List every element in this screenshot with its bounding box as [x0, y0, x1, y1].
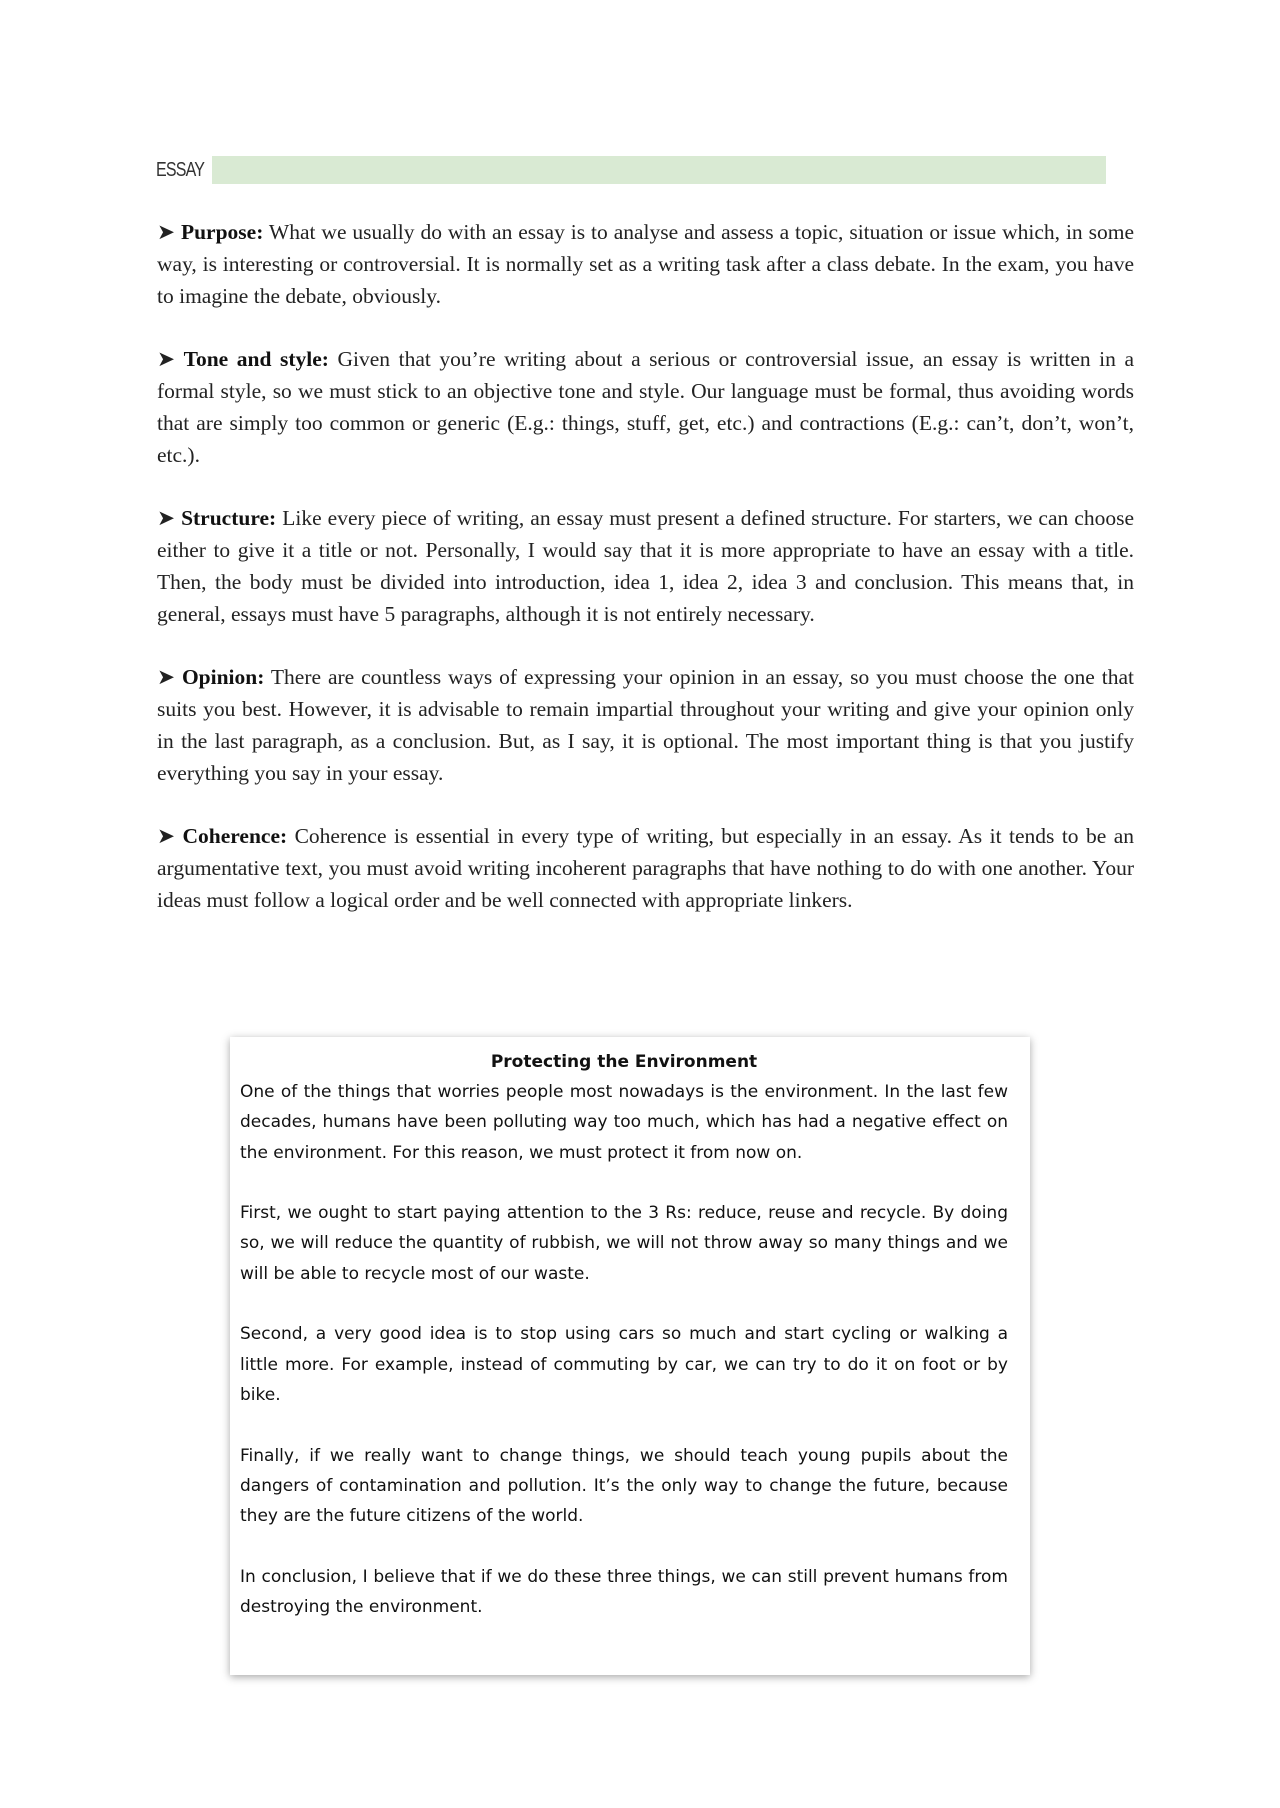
section-heading: Opinion:: [181, 665, 265, 690]
section-structure: [157, 503, 1134, 630]
example-paragraph: In conclusion, I believe that if we do these three things, we can still prevent humans from destroying the environment.: [240, 1566, 1008, 1618]
section-purpose: [157, 217, 1134, 312]
section-header: [156, 155, 1106, 185]
section-title: ESSAY: [156, 158, 205, 181]
section-text: Like every piece of writing, an essay must present a defined structure. For starters, we can choose either to give it a title or not. Personally, I would say that it is more appropriate to have an essay with a title. Then, the body must be divided into introduction, idea 1, idea 2, idea 3 and conclusion. This means that, in general, essays must have 5 paragraphs, although it is not entirely necessary.: [157, 506, 1135, 626]
example-essay-box: [230, 1037, 1030, 1675]
example-paragraph: Finally, if we really want to change things, we should teach young pupils about the dangers of contamination and pollution. It’s the only way to change the future, because they are the future citizens of the world.: [240, 1445, 1008, 1527]
section-heading: Purpose:: [180, 220, 264, 244]
section-text: Given that you’re writing about a serious or controversial issue, an essay is written in a formal style, so we must stick to an objective tone and style. Our language must be formal, thus avoiding words that are simply too common or generic (E.g.: things, stuff, get, etc.) and contractions (E.g.: can’t, don’t, won’t, etc.).: [157, 347, 1135, 467]
example-paragraph: First, we ought to start paying attention to the 3 Rs: reduce, reuse and recycle. By doing so, we will reduce the quantity of rubbish, we will not throw away so many things and we will be able to recycle most of our waste.: [240, 1203, 1008, 1284]
guidelines: [157, 217, 1134, 948]
section-text: Coherence is essential in every type of writing, but especially in an essay. As it tends to be an argumentative text, you must avoid writing incoherent paragraphs that have nothing to do with one another. Your ideas must follow a logical order and be well connected with appropriate linkers.: [157, 824, 1135, 912]
bullet-arrow-icon: ➤: [157, 824, 176, 849]
section-opinion: [157, 662, 1134, 789]
example-essay-title: Protecting the Environment: [490, 1052, 758, 1072]
bullet-arrow-icon: ➤: [157, 347, 176, 372]
bullet-arrow-icon: ➤: [157, 665, 176, 690]
example-paragraph: One of the things that worries people most nowadays is the environment. In the last few decades, humans have been polluting way too much, which has had a negative effect on the environment. For this reason, we must protect it from now on.: [240, 1082, 1008, 1163]
section-heading: Tone and style:: [183, 347, 329, 372]
bullet-arrow-icon: ➤: [157, 220, 176, 244]
section-text: What we usually do with an essay is to analyse and assess a topic, situation or issue which, in some way, is interesting or controversial. It is normally set as a writing task after a class debate. In the exam, you have to imagine the debate, obviously.: [157, 220, 1134, 308]
section-text: There are countless ways of expressing your opinion in an essay, so you must choose the one that suits you best. However, it is advisable to remain impartial throughout your writing and give your opinion only in the last paragraph, as a conclusion. But, as I say, it is optional. The most important thing is that you justify everything you say in your essay.: [157, 665, 1135, 785]
example-paragraph: Second, a very good idea is to stop using cars so much and start cycling or walking a little more. For example, instead of commuting by car, we can try to do it on foot or by bike.: [240, 1324, 1008, 1405]
header-bar: [212, 156, 1106, 184]
section-heading: Structure:: [181, 506, 277, 531]
section-tone: [157, 344, 1134, 471]
section-heading: Coherence:: [182, 824, 288, 849]
section-coherence: [157, 821, 1134, 916]
bullet-arrow-icon: ➤: [157, 506, 176, 531]
